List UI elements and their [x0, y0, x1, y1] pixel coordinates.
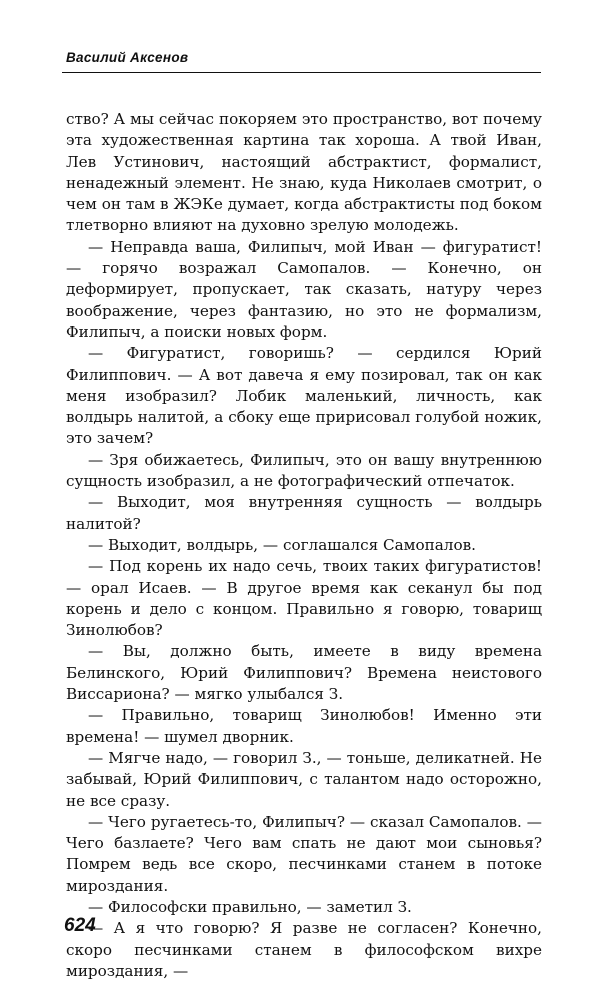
body-text [66, 109, 542, 982]
paragraph: — Фигуратист, говоришь? — сердился Юрий Филиппович. — А вот давеча я ему позировал, так он как меня изобразил? Лобик маленький, личность, как волдырь налитой, а сбоку еще пририсовал голубой ножик, это зачем? [66, 344, 542, 448]
paragraph: — Правильно, товарищ Зинолюбов! Именно эти времена! — шумел дворник. [66, 706, 542, 746]
running-head-author: Василий Аксенов [66, 50, 189, 65]
paragraph: — Выходит, волдырь, — соглашался Самопалов. [88, 535, 476, 554]
paragraph: — Философски правильно, — заметил З. [88, 897, 412, 916]
paragraph: ство? А мы сейчас покоряем это пространство, вот почему эта художественная картина так хороша. А твой Иван, Лев Устинович, настоящий абстрактист, формалист, ненадежный элемент. Не знаю, куда Николаев смотрит, о чем он там в ЖЭКе думает, когда абстрактисты под боком тлетворно влияют на духовно зрелую молодежь. [66, 110, 542, 235]
paragraph: — Вы, должно быть, имеете в виду времена Белинского, Юрий Филиппович? Времена неистового Виссариона? — мягко улыбался З. [66, 642, 542, 704]
paragraph: — Неправда ваша, Филипыч, мой Иван — фигуратист! — горячо возражал Самопалов. — Конечно, он деформирует, пропускает, так сказать, натуру через воображение, через фантазию, но это не формализм, Филипыч, а поиски новых форм. [66, 237, 542, 341]
paragraph: — А я что говорю? Я разве не согласен? Конечно, скоро песчинками станем в философском вихре мироздания, — [66, 919, 542, 980]
paragraph: — Чего ругаетесь-то, Филипыч? — сказал Самопалов. — Чего базлаете? Чего вам спать не дают мои сыновья? Помрем ведь все скоро, песчинками станем в потоке мироздания. [66, 812, 542, 895]
paragraph: — Зря обижаетесь, Филипыч, это он вашу внутреннюю сущность изобразил, а не фотографический отпечаток. [66, 450, 542, 491]
page-number: 624 [64, 915, 96, 936]
paragraph: — Выходит, моя внутренняя сущность — волдырь налитой? [66, 493, 542, 533]
header-rule [62, 72, 541, 73]
paragraph: — Под корень их надо сечь, твоих таких фигуратистов! — орал Исаев. — В другое время как секанул бы под корень и дело с концом. Правильно я говорю, товарищ Зинолюбов? [66, 557, 542, 640]
paragraph: — Мягче надо, — говорил З., — тоньше, деликатней. Не забывай, Юрий Филиппович, с талантом надо осторожно, не все сразу. [66, 748, 542, 810]
